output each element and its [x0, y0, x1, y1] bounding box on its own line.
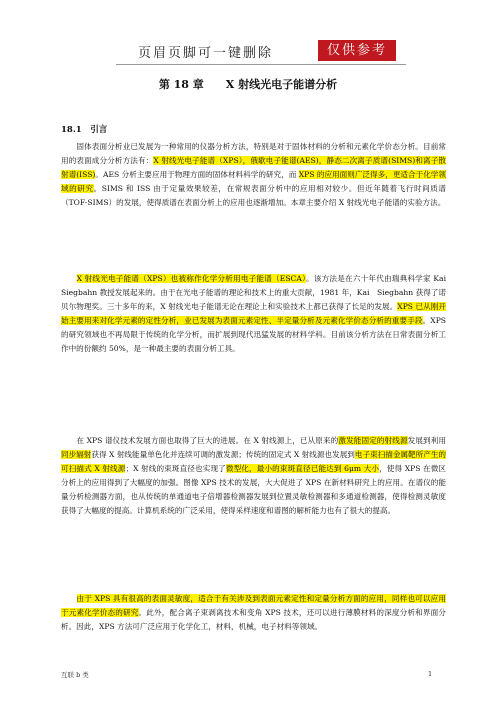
- body-text: 。AES 分析主要应用于物理方面的固体材料科学的研究，而: [95, 170, 299, 179]
- body-text: [61, 594, 77, 603]
- header-divider: [116, 64, 406, 65]
- body-text: 获得 X 射线能量单色化并连续可调的激发源；传统的固定式 X 射线源也发展到: [91, 450, 355, 459]
- paragraph-1: [61, 140, 446, 210]
- paragraph-3: [61, 434, 446, 518]
- body-text: [61, 274, 77, 283]
- highlighted-text: XPS 的应用面则广泛得多，更适合于化学领域的研究: [61, 170, 446, 193]
- body-text: ；X 射线的束斑直径也实现了: [125, 464, 226, 473]
- body-text: 。XPS 的研究领域也不再局限于传统的化学分析，而扩展到现代迅猛发展的材料学科。目前该分析方法在日常表面分析工作中的份额约 50%，是一种最主要的表面分析工具。: [61, 316, 447, 353]
- highlighted-text: 由于 XPS 具有很高的表面灵敏度，适合于有关涉及到表面元素定性和定量分析方面的应用，同样也可以应用于元素化学价态的研究: [61, 594, 447, 617]
- body-text: 在 XPS 谱仪技术发展方面也取得了巨大的进展。在 X 射线源上，已从原来的: [61, 436, 339, 445]
- highlighted-text: X 射线光电子能谱（XPS），俄歇电子能谱(AES)，静态二次离子质谱(SIMS)和离子散射谱(ISS): [61, 156, 447, 179]
- body-text: 。该方法是在六十年代由瑞典科学家 Kai Siegbahn 教授发展起来的。由于在光电子能谱的理论和技术上的重大贡献，1981 年，Kai Siegbahn 获得了诺贝尔物理奖。三十多年的来，X 射线光电子能谱无论在理论上和实验技术上都已获得了长足的发展。: [61, 274, 454, 311]
- page-header: [116, 40, 406, 62]
- page-number: 1: [428, 670, 433, 678]
- highlighted-text: X 射线光电子能谱（XPS）也被称作化学分析用电子能谱（ESCA）: [76, 274, 307, 283]
- body-text: 。此外，配合离子束剥离技术和变角 XPS 技术，还可以进行薄膜材料的深度分析和界面分析。因此，XPS 方法可广泛应用于化学化工，材料，机械，电子材料等领域。: [61, 608, 446, 631]
- body-text: 固体表面分析业已发展为一种常用的仪器分析方法，特别是对于固体材料的分析和元素化学价态分析。目前常用的表面成分分析方法有：: [61, 142, 446, 165]
- highlighted-text: 微型化，最小的束斑直径已能达到 6μm 大小: [225, 464, 380, 473]
- highlighted-text: 电子束扫描金属靶所产生的可扫描式 X 射线源: [61, 450, 447, 473]
- footer-left: 互联 b 类: [61, 671, 89, 679]
- header-text: 页眉页脚可一键删除: [138, 46, 274, 61]
- paragraph-4: [61, 592, 446, 634]
- body-text: 发展到利用: [407, 436, 447, 445]
- highlighted-text: 激发能固定的射线源: [338, 436, 408, 445]
- body-text: ，使得 XPS 在微区分析上的应用得到了大幅度的加强。图像 XPS 技术的发展，大大促进了 XPS 在新材料研究上的应用。在谱仪的能量分析检测器方面，也从传统的单通道电子倍增器检测器发展到位置灵敏检测器和多通道检测器，使得检测灵敏度获得了大幅度的提高。计算机系统的广泛采用，使得采样速度和谱图的解析能力也有了很大的提高。: [61, 464, 447, 515]
- section-heading: 18.1 引言: [61, 125, 108, 135]
- highlighted-text: 同步辐射: [61, 450, 92, 459]
- paragraph-2: [61, 272, 454, 356]
- header-badge: 仅供参考: [318, 40, 396, 61]
- body-text: 。SIMS 和 ISS 由于定量效果较差，在常规表面分析中的应用相对较少。但近年随着飞行时间质谱（TOF-SIMS）的发展，使得质谱在表面分析上的应用也逐渐增加。本章主要介绍 X 射线光电子能谱的实验方法。: [61, 184, 447, 207]
- highlighted-text: XPS 已从刚开始主要用来对化学元素的定性分析，业已发展为表面元素定性、半定量分析及元素化学价态分析的重要手段: [61, 302, 446, 325]
- chapter-title: 第 18 章 X 射线光电子能谱分析: [158, 78, 338, 91]
